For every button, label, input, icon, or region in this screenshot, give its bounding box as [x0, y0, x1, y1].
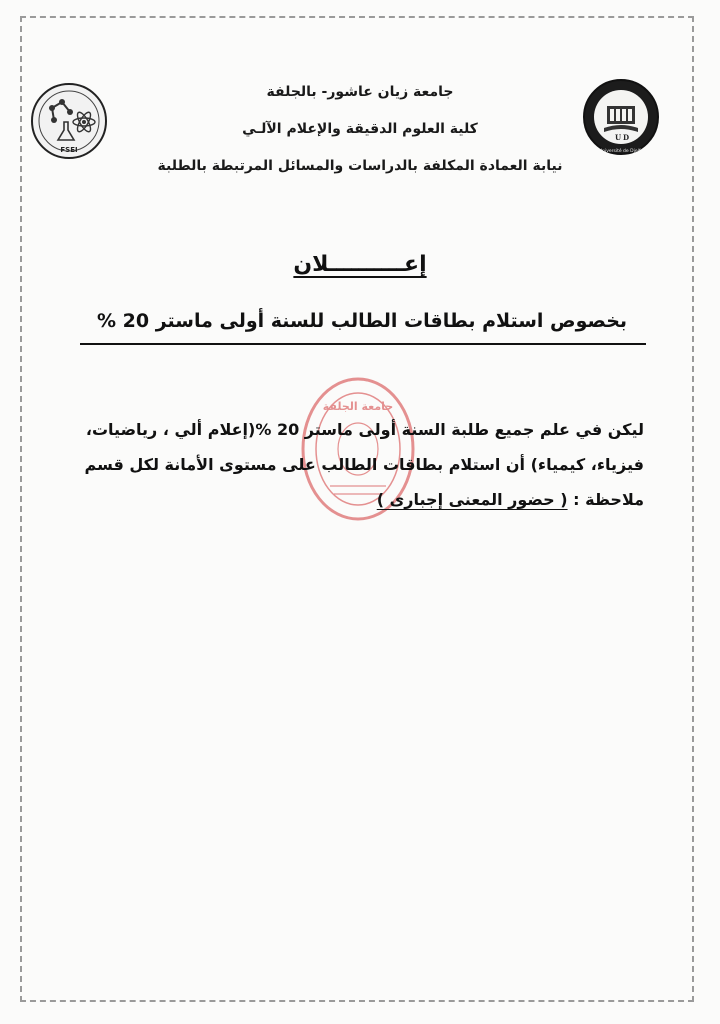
- body-line-1: ليكن في علم جميع طلبة السنة أولى ماستر 20 %(إعلام ألي ، رياضيات،: [85, 420, 644, 439]
- note-value: ( حضور المعنى إجبارى ): [376, 490, 568, 509]
- faculty-logo-text: FSEI: [60, 146, 78, 154]
- note-label: ملاحظة :: [567, 490, 644, 509]
- body-line-2: فيزياء، كيمياء) أن استلام بطاقات الطالب على مستوى الأمانة لكل قسم: [84, 455, 644, 474]
- deanery-name: نيابة العمادة المكلفة بالدراسات والمسائل المرتبطة بالطلبة: [157, 158, 563, 174]
- faculty-name: كلية العلوم الدقيقة والإعلام الآلـي: [242, 121, 478, 137]
- announcement-title: إعــــــــــلان: [293, 252, 427, 277]
- stamp-text: جامعة الجلفة: [322, 400, 394, 413]
- university-logo-icon: [582, 78, 660, 156]
- faculty-logo-icon: [30, 82, 108, 160]
- university-logo-text: Université de Djelfa: [598, 149, 644, 154]
- university-name: جامعة زيان عاشور- بالجلفة: [266, 84, 454, 100]
- announcement-body: [84, 420, 644, 525]
- announcement-subject: بخصوص استلام بطاقات الطالب للسنة أولى ماستر 20 %: [96, 310, 628, 332]
- document-header: [140, 82, 580, 193]
- svg-text:U: U: [614, 133, 622, 142]
- subject-underline: [80, 343, 646, 345]
- note-line: [84, 490, 644, 510]
- svg-text:D: D: [622, 133, 630, 142]
